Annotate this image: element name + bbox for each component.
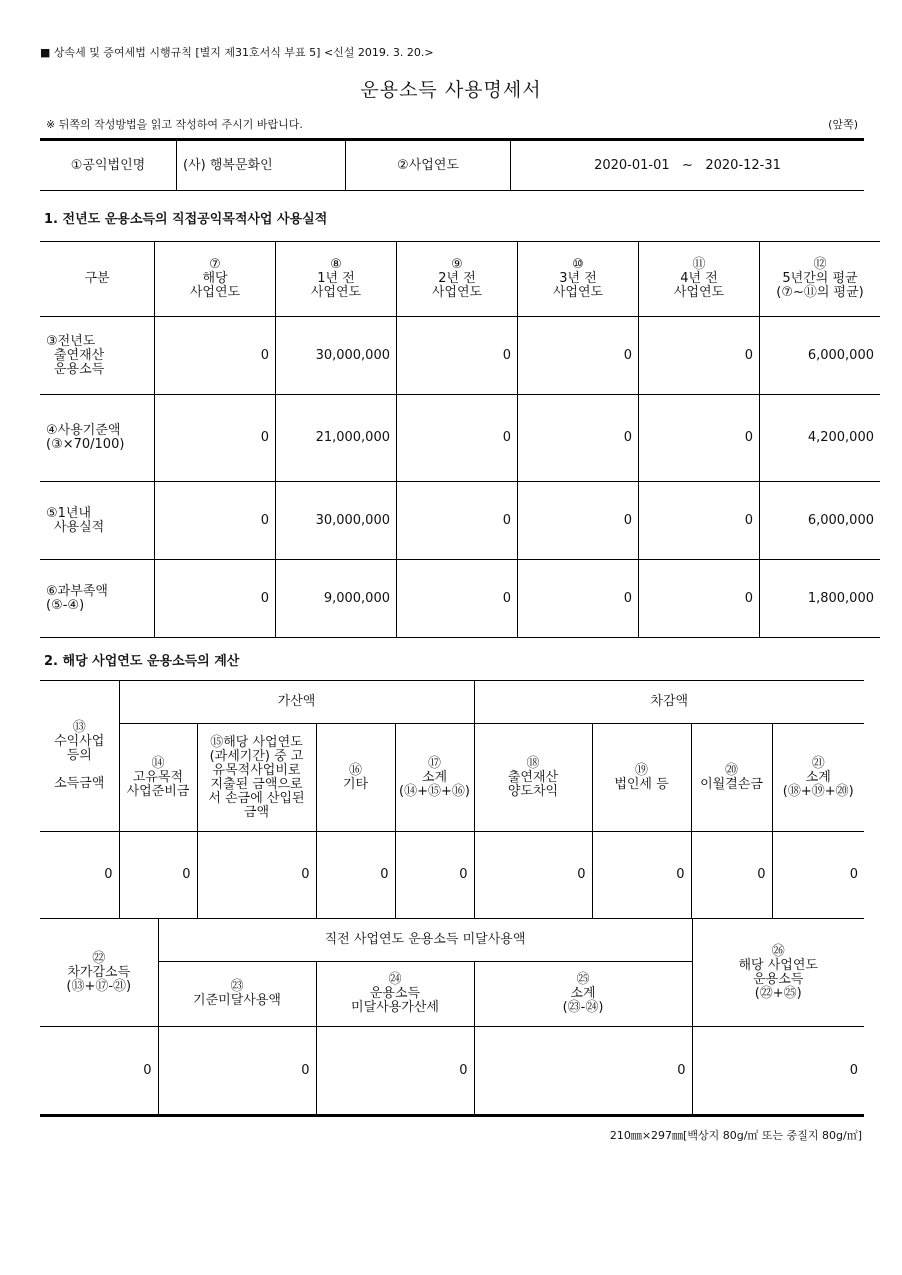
- c20-l1: 이월결손금: [700, 776, 763, 792]
- value-cell: 0: [397, 482, 518, 560]
- calc-value-18: 0: [474, 832, 592, 919]
- col-header-11-l2: 사업연도: [673, 285, 725, 300]
- col-header-12-num: ⑫: [813, 257, 827, 272]
- c21-num: ㉑: [811, 755, 825, 771]
- c15-l6: 금액: [243, 804, 270, 820]
- row-label-line: ④사용기준액: [46, 423, 121, 438]
- row-label-line: ③전년도: [46, 333, 96, 349]
- value-cell: 0: [639, 482, 760, 560]
- row-label: [40, 560, 155, 638]
- value-cell: 30,000,000: [276, 317, 397, 395]
- calc-value-25: 0: [474, 1027, 692, 1116]
- c26-l3: (㉒+㉕): [754, 985, 802, 1001]
- table-row: [40, 560, 880, 638]
- corp-name-value: (사) 행복문화인: [177, 140, 346, 191]
- col-header-10-num: ⑩: [572, 257, 584, 272]
- calc-value-19: 0: [592, 832, 691, 919]
- col-24: [316, 962, 474, 1027]
- col-header-10-l1: 3년 전: [559, 271, 597, 286]
- col-header-9-l1: 2년 전: [438, 271, 476, 286]
- c13-num: ⑬: [72, 720, 86, 735]
- col-header-8: [276, 242, 397, 317]
- c26-num: ㉖: [771, 943, 785, 959]
- year-start: 2020-01-01: [594, 157, 670, 173]
- c19-l1: 법인세 등: [614, 776, 669, 792]
- info-table: [40, 138, 864, 191]
- c26-l2: 운용소득: [753, 971, 804, 987]
- row-label-line: (⑤-④): [46, 597, 85, 613]
- usage-table: [40, 241, 880, 638]
- c25-num: ㉕: [576, 972, 590, 987]
- col-header-9-num: ⑨: [451, 257, 463, 272]
- c14-l1: 고유목적: [132, 769, 184, 785]
- table-row: [40, 317, 880, 395]
- year-end: 2020-12-31: [705, 157, 781, 173]
- col-13-income: [40, 681, 119, 832]
- section2-title: 2. 해당 사업연도 운용소득의 계산: [44, 654, 240, 669]
- c19-num: ⑲: [634, 762, 648, 778]
- row-label-line: 사용실적: [54, 519, 105, 535]
- c13-l1: 수익사업: [54, 734, 105, 749]
- c18-num: ⑱: [526, 755, 540, 771]
- calc-values-row: [40, 832, 864, 919]
- value-cell: 0: [518, 317, 639, 395]
- c16-l1: 기타: [342, 776, 369, 792]
- row-label-line: 출연재산: [54, 347, 105, 363]
- c23-l1: 기준미달사용액: [193, 993, 281, 1008]
- value-cell: 0: [639, 395, 760, 482]
- c24-num: ㉔: [388, 972, 402, 987]
- calc-value-16: 0: [316, 832, 395, 919]
- col-header-8-num: ⑧: [330, 257, 342, 272]
- value-cell: 30,000,000: [276, 482, 397, 560]
- col-26: [692, 919, 864, 1027]
- value-cell: 4,200,000: [760, 395, 881, 482]
- table-row: [40, 482, 880, 560]
- col-header-11-num: ⑪: [692, 257, 706, 272]
- value-cell: 0: [397, 395, 518, 482]
- c17-l2: (⑭+⑮+⑯): [399, 783, 470, 799]
- value-cell: 0: [639, 317, 760, 395]
- col-15: [197, 724, 316, 832]
- value-cell: 21,000,000: [276, 395, 397, 482]
- c24-l2: 미달사용가산세: [351, 1000, 439, 1015]
- paper-spec: 210㎜×297㎜[백상지 80g/㎡ 또는 중질지 80g/㎡]: [609, 1129, 862, 1142]
- usage-header-row: [40, 242, 880, 317]
- calc-value-21: 0: [849, 867, 858, 883]
- value-cell: 0: [397, 317, 518, 395]
- col-header-11: [639, 242, 760, 317]
- unused-amount-header: 직전 사업연도 운용소득 미달사용액: [158, 919, 692, 962]
- calc-value-13: 0: [40, 832, 119, 919]
- c13-l2: 등의: [66, 748, 92, 763]
- value-cell: 6,000,000: [760, 482, 881, 560]
- col-header-11-l1: 4년 전: [680, 271, 718, 286]
- c14-num: ⑭: [151, 755, 165, 771]
- c22-l1: 차가감소득: [67, 964, 131, 980]
- col-18: [474, 724, 592, 832]
- col-21: [772, 724, 864, 832]
- c22-l2: (⑬+⑰-㉑): [66, 978, 132, 994]
- col-header-10-l2: 사업연도: [552, 285, 604, 300]
- c17-l1: 소계: [421, 769, 448, 785]
- value-cell: 0: [518, 395, 639, 482]
- c15-l5: 서 손금에 산입된: [208, 790, 305, 806]
- col-header-7-num: ⑦: [209, 257, 221, 272]
- col-header-10: [518, 242, 639, 317]
- table-row: [40, 395, 880, 482]
- page-side-label: (앞쪽): [828, 118, 858, 131]
- col-17: [395, 724, 474, 832]
- c25-l1: 소계: [570, 986, 596, 1001]
- row-label: [40, 482, 155, 560]
- c16-num: ⑯: [348, 762, 362, 778]
- instruction-note: ※ 뒤쪽의 작성방법을 읽고 작성하여 주시기 바랍니다.: [46, 118, 303, 131]
- year-tilde: ~: [682, 157, 693, 173]
- c17-num: ⑰: [427, 755, 441, 771]
- col-header-9-l2: 사업연도: [431, 285, 483, 300]
- col-16: [316, 724, 395, 832]
- c13-l3: 소득금액: [54, 776, 105, 791]
- c26-l1: 해당 사업연도: [738, 957, 818, 973]
- c22-num: ㉒: [92, 950, 106, 966]
- value-cell: 6,000,000: [760, 317, 881, 395]
- c25-l2: (㉓-㉔): [562, 1000, 604, 1015]
- value-cell: 0: [518, 482, 639, 560]
- row-label-line: 운용소득: [54, 361, 105, 377]
- c24-l1: 운용소득: [369, 986, 421, 1001]
- c15-l4: 지출된 금액으로: [210, 776, 303, 792]
- section1-title: 1. 전년도 운용소득의 직접공익목적사업 사용실적: [44, 212, 328, 227]
- calc-value-24: 0: [316, 1027, 474, 1116]
- row-label: [40, 395, 155, 482]
- col-header-12: [760, 242, 881, 317]
- c15-l3: 유목적사업비로: [212, 762, 301, 778]
- corp-name-label: ①공익법인명: [40, 140, 177, 191]
- value-cell: 0: [155, 395, 276, 482]
- col-header-7-l1: 해당: [202, 271, 228, 286]
- row-label-line: (③×70/100): [46, 437, 125, 452]
- calc-table-2: [40, 918, 864, 1117]
- col-22: [40, 919, 158, 1027]
- col-header-12-l2: (⑦~⑪의 평균): [776, 285, 864, 300]
- col-header-7-l2: 사업연도: [189, 285, 241, 300]
- page-title: 운용소득 사용명세서: [360, 79, 542, 101]
- sub-amount-header: 차감액: [474, 681, 864, 724]
- c14-l2: 사업준비금: [126, 783, 190, 799]
- calc-table: [40, 680, 864, 919]
- form-reference: ■ 상속세 및 증여세법 시행규칙 [별지 제31호서식 부표 5] <신설 2019. 3. 20.>: [40, 46, 434, 59]
- value-cell: 1,800,000: [807, 590, 874, 606]
- calc-value-14: 0: [119, 832, 197, 919]
- c15-l1: ⑮해당 사업연도: [210, 734, 303, 750]
- row-label: [40, 317, 155, 395]
- calc-values-row-2: [40, 1027, 864, 1116]
- value-cell: 0: [518, 560, 639, 638]
- c21-l1: 소계: [805, 769, 831, 785]
- c18-l2: 양도차익: [507, 783, 559, 799]
- col-header-7: [155, 242, 276, 317]
- c15-l2: (과세기간) 중 고: [209, 748, 304, 764]
- business-year-value: [511, 140, 865, 191]
- calc-value-15: 0: [197, 832, 316, 919]
- col-header-8-l2: 사업연도: [310, 285, 362, 300]
- col-25: [474, 962, 692, 1027]
- col-header-9: [397, 242, 518, 317]
- calc-value-23: 0: [158, 1027, 316, 1116]
- value-cell: 0: [155, 482, 276, 560]
- col-14: [119, 724, 197, 832]
- c18-l1: 출연재산: [507, 769, 559, 785]
- c20-num: ⑳: [724, 762, 738, 778]
- business-year-label: ②사업연도: [346, 140, 511, 191]
- value-cell: 0: [155, 317, 276, 395]
- value-cell: 0: [639, 560, 760, 638]
- value-cell: 0: [397, 560, 518, 638]
- add-amount-header: 가산액: [119, 681, 474, 724]
- row-label-line: ⑤1년내: [46, 505, 92, 521]
- calc-value-26: 0: [849, 1062, 858, 1078]
- row-label-line: ⑥과부족액: [46, 583, 108, 599]
- calc-value-17: 0: [395, 832, 474, 919]
- col-23: [158, 962, 316, 1027]
- col-header-8-l1: 1년 전: [317, 271, 355, 286]
- calc-value-22: 0: [40, 1027, 158, 1116]
- col-header-category: 구분: [40, 242, 155, 317]
- col-20: [691, 724, 772, 832]
- value-cell: 9,000,000: [276, 560, 397, 638]
- c23-num: ㉓: [230, 979, 244, 994]
- col-19: [592, 724, 691, 832]
- calc-value-20: 0: [691, 832, 772, 919]
- c21-l2: (⑱+⑲+⑳): [782, 783, 854, 799]
- col-header-12-l1: 5년간의 평균: [782, 271, 858, 286]
- value-cell: 0: [155, 560, 276, 638]
